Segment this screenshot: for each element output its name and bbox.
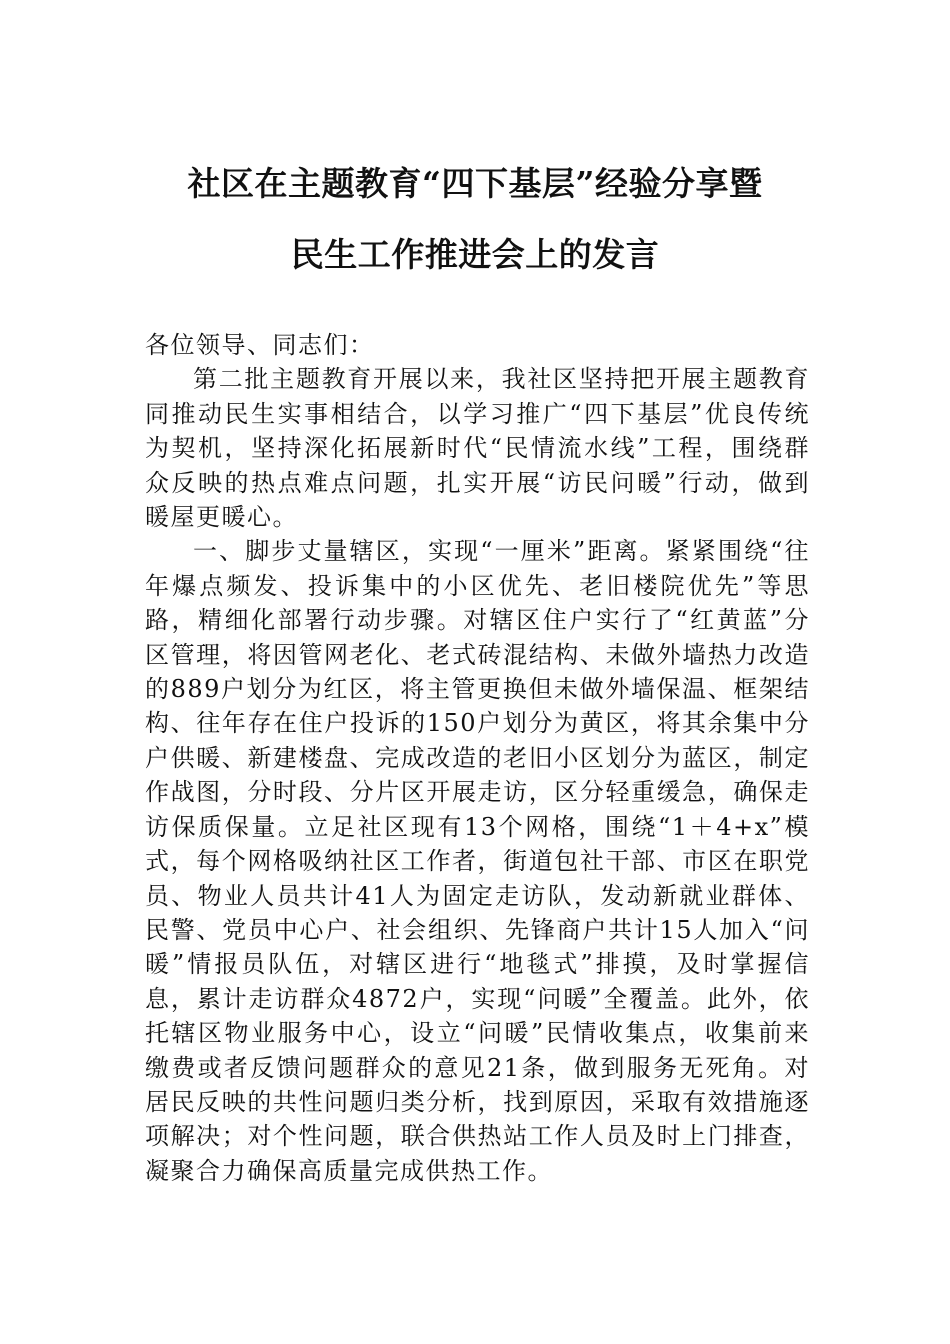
- document-body: [145, 328, 810, 1188]
- paragraph-section-1: 一、脚步丈量辖区，实现“一厘米”距离。紧紧围绕“往年爆点频发、投诉集中的小区优先、老旧楼院优先”等思路，精细化部署行动步骤。对辖区住户实行了“红黄蓝”分区管理，将因管网老化、老式砖混结构、未做外墙热力改造的889户划分为红区，将主管更换但未做外墙保温、框架结构、往年存在住户投诉的150户划分为黄区，将其余集中分户供暖、新建楼盘、完成改造的老旧小区划分为蓝区，制定作战图，分时段、分片区开展走访，区分轻重缓急，确保走访保质保量。立足社区现有13个网格，围绕“1＋4+x”模式，每个网格吸纳社区工作者，街道包社干部、市区在职党员、物业人员共计41人为固定走访队，发动新就业群体、民警、党员中心户、社会组织、先锋商户共计15人加入“问暖”情报员队伍，对辖区进行“地毯式”排摸，及时掌握信息，累计走访群众4872户，实现“问暖”全覆盖。此外，依托辖区物业服务中心，设立“问暖”民情收集点，收集前来缴费或者反馈问题群众的意见21条，做到服务无死角。对居民反映的共性问题归类分析，找到原因，采取有效措施逐项解决；对个性问题，联合供热站工作人员及时上门排查，凝聚合力确保高质量完成供热工作。: [145, 537, 810, 1185]
- document-title-line-2: 民生工作推进会上的发言: [290, 235, 660, 274]
- paragraph-intro: 第二批主题教育开展以来，我社区坚持把开展主题教育同推动民生实事相结合，以学习推广“四下基层”优良传统为契机，坚持深化拓展新时代“民情流水线”工程，围绕群众反映的热点难点问题，扎实开展“访民问暖”行动，做到暖屋更暖心。: [145, 365, 810, 532]
- document-title-line-1: 社区在主题教育“四下基层”经验分享暨: [187, 164, 763, 203]
- salutation: 各位领导、同志们：: [145, 331, 375, 359]
